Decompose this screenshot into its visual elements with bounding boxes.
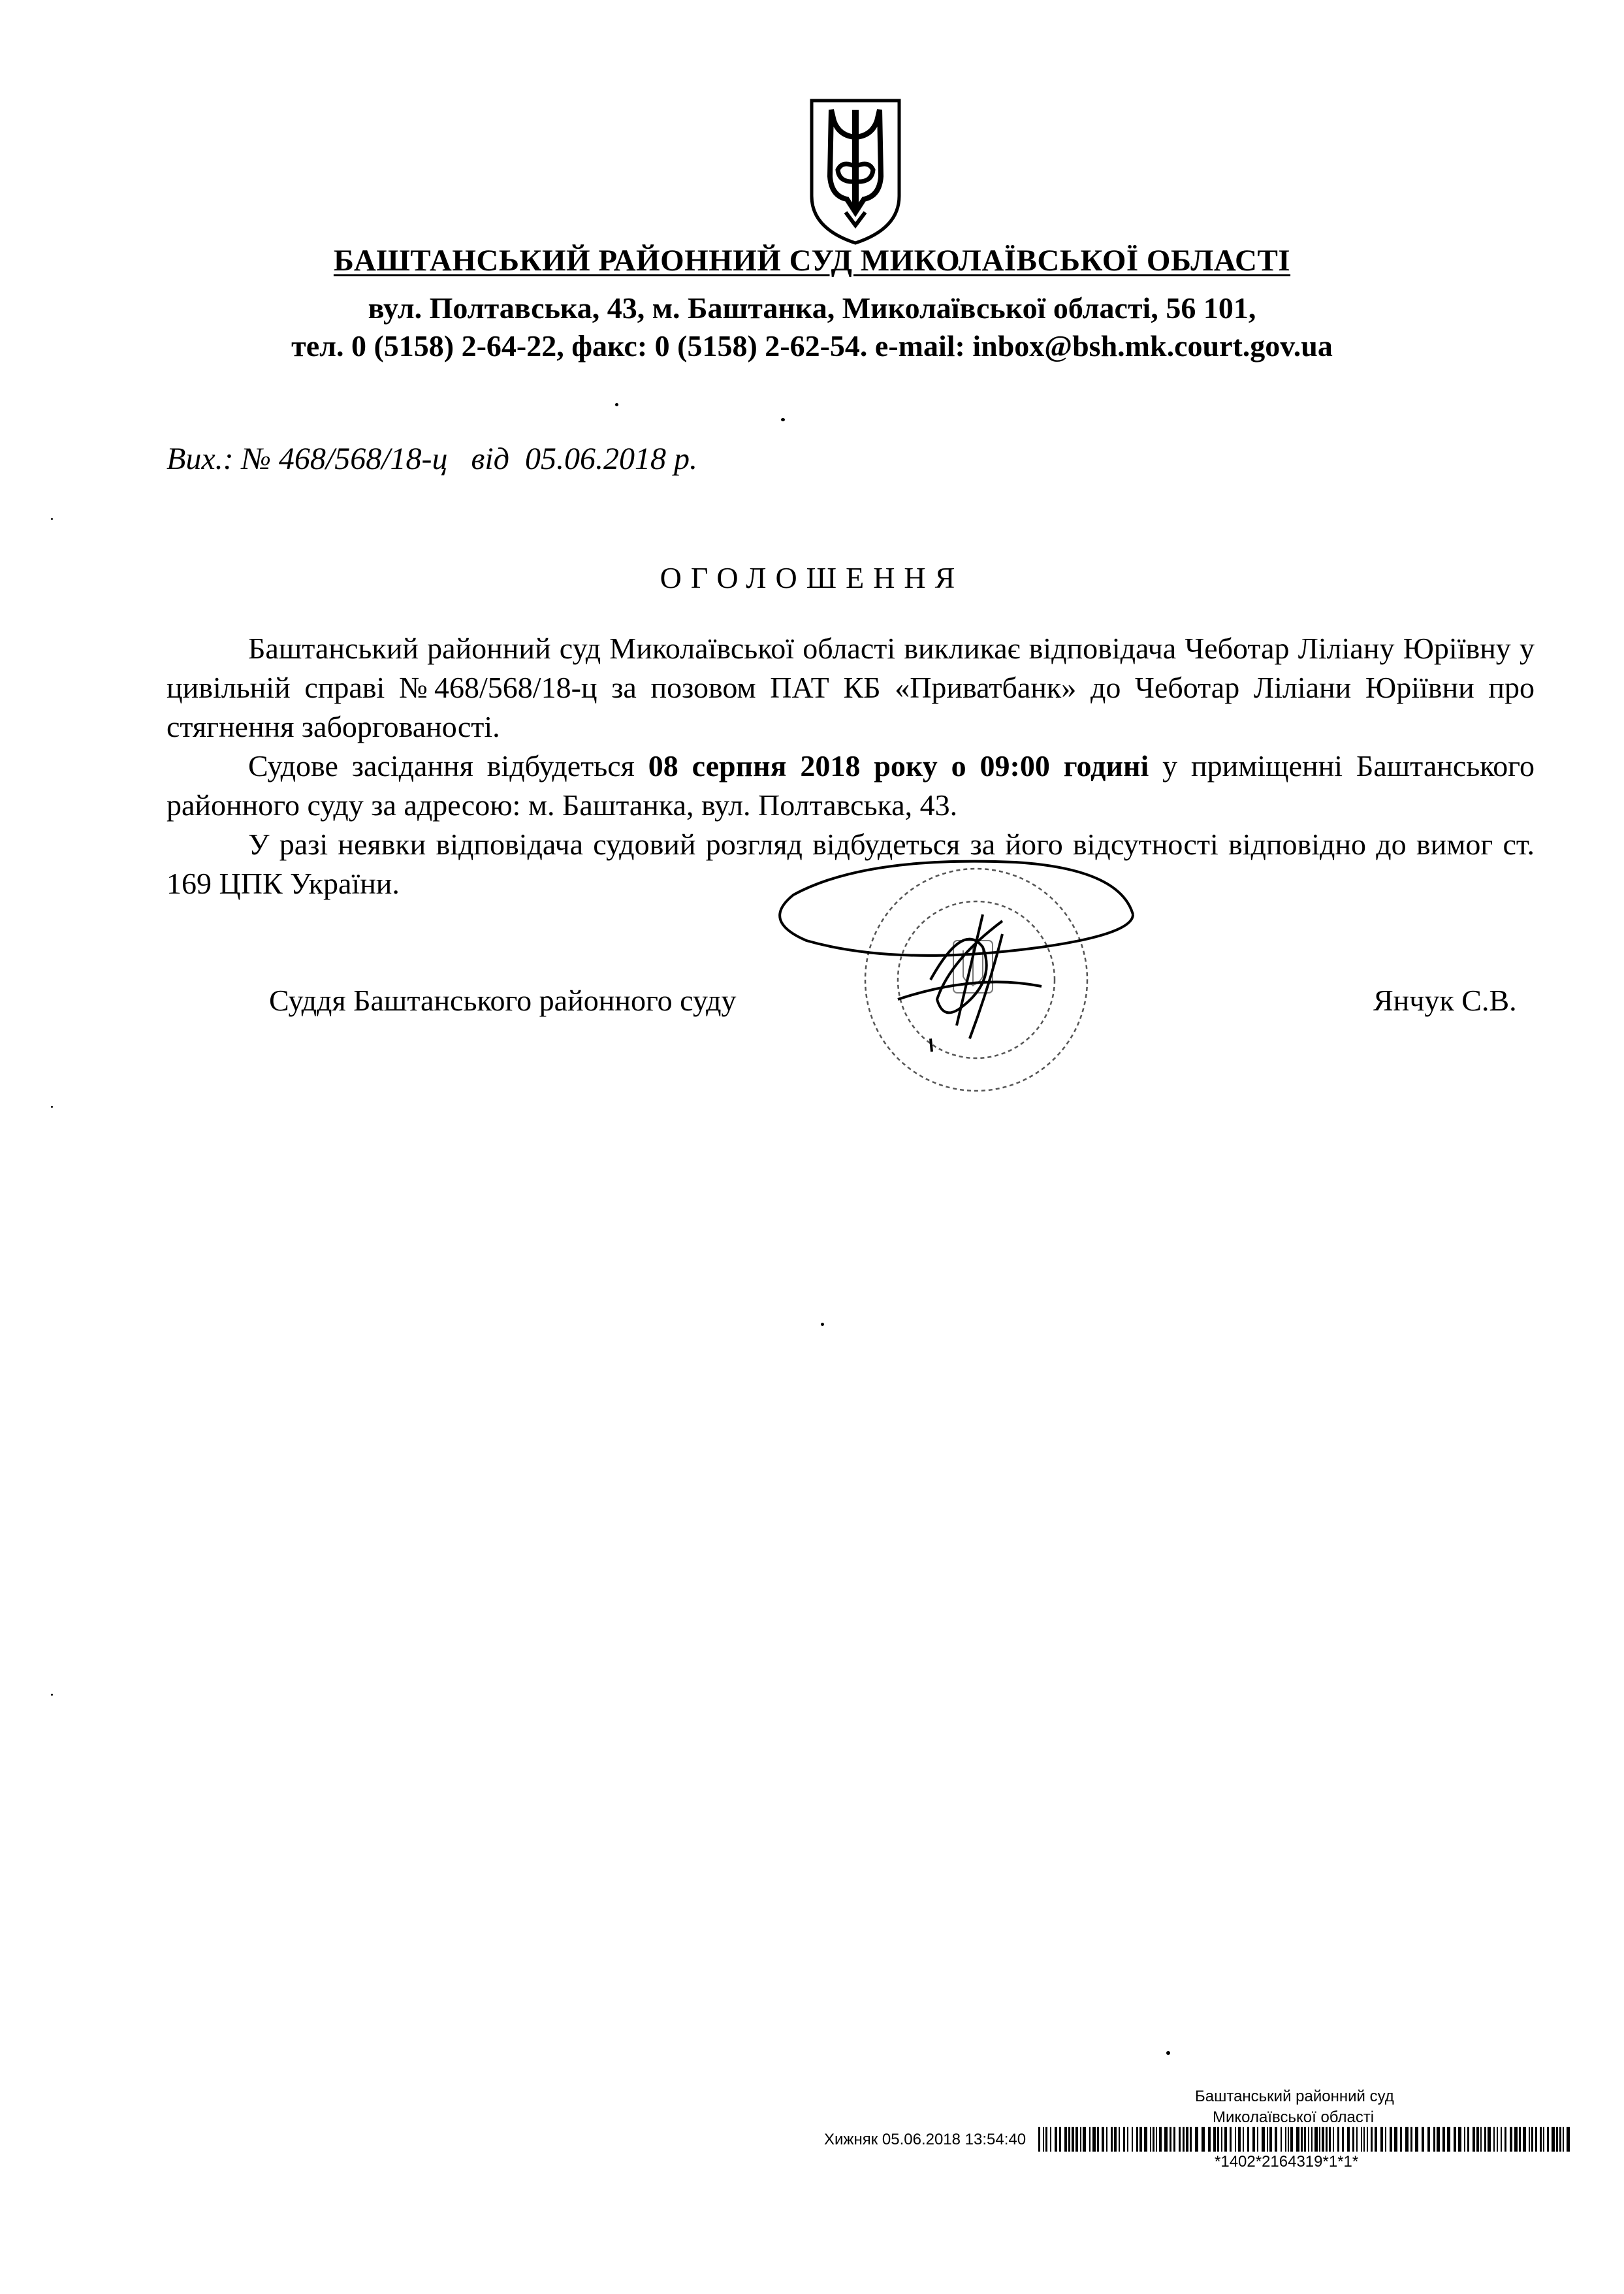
registration-org-line1: Баштанський районний суд [1195,2088,1394,2105]
judge-name: Янчук С.В. [1373,984,1517,1017]
paragraph-absence: У разі неявки відповідача судовий розгляд відбудеться за його відсутності відповідно до вимог ст. 169 ЦПК України. [167,828,1535,900]
paragraph-summons: Баштанський районний суд Миколаївської області викликає відповідача Чеботар Ліліану Юріївну у цивільній справі №468/568/18-ц за позовом ПАТ КБ «Приватбанк» до Чеботар Ліліани Юріївни про стягнення заборгованості. [167,632,1535,743]
trident-coat-of-arms-icon [806,98,904,245]
judge-position: Суддя Баштанського районного суду [269,984,737,1017]
registration-code: *1402*2164319*1*1* [1215,2153,1359,2171]
hearing-datetime: 08 серпня 2018 року о 09:00 годині [648,749,1149,783]
handwritten-signature-icon [780,862,1133,1052]
paragraph-hearing: Судове засідання відбудеться 08 серпня 2018 року о 09:00 годині у приміщенні Баштанського районного суду за адресою: м. Баштанка, вул. Полтавська, 43. [167,749,1535,822]
court-address: вул. Полтавська, 43, м. Баштанка, Миколаївської області, 56 101, [368,291,1256,325]
outgoing-number: Вих.: № 468/568/18-ц від 05.06.2018 р. [167,442,697,476]
court-contacts: тел. 0 (5158) 2-64-22, факс: 0 (5158) 2-62-54. e-mail: inbox@bsh.mk.court.gov.ua [291,329,1333,363]
registration-org-line2: Миколаївської області [1213,2108,1375,2126]
document-title: ОГОЛОШЕННЯ [660,561,964,594]
court-name: БАШТАНСЬКИЙ РАЙОННИЙ СУД МИКОЛАЇВСЬКОЇ ОБЛАСТІ [333,244,1291,278]
court-seal-icon [767,843,1146,1097]
barcode-icon [1038,2127,1574,2152]
registration-operator-timestamp: Хижняк 05.06.2018 13:54:40 [824,2131,1027,2148]
